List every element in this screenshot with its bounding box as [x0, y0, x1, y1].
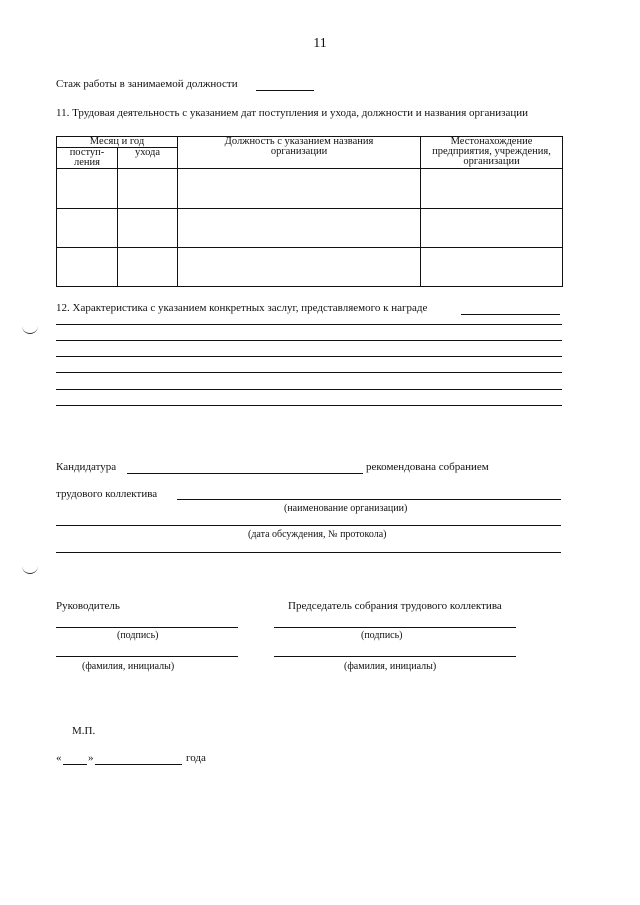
location-header — [421, 137, 563, 169]
characteristic-line[interactable] — [56, 405, 562, 406]
discussion-date-caption: (дата обсуждения, № протокола) — [248, 529, 387, 540]
leave-header: ухода — [118, 148, 178, 169]
table-row — [57, 169, 563, 209]
table-cell[interactable] — [421, 209, 563, 248]
chairman-signature-field[interactable] — [274, 627, 516, 628]
table-cell[interactable] — [57, 248, 118, 287]
chairman-signature-caption: (подпись) — [361, 630, 403, 641]
table-row — [57, 209, 563, 248]
table-cell[interactable] — [178, 169, 421, 209]
table-cell[interactable] — [118, 169, 178, 209]
extra-line[interactable] — [56, 552, 561, 553]
position-header-line: организации — [270, 146, 328, 157]
chairman-label: Председатель собрания трудового коллектива — [288, 600, 502, 612]
chairman-name-field[interactable] — [274, 656, 516, 657]
characteristic-field[interactable] — [461, 314, 560, 315]
year-label: года — [186, 752, 206, 764]
stamp-label: М.П. — [72, 725, 96, 737]
organization-caption: (наименование организации) — [284, 503, 408, 514]
characteristic-line[interactable] — [56, 389, 562, 390]
head-signature-field[interactable] — [56, 627, 238, 628]
binding-mark — [22, 326, 38, 334]
head-name-caption: (фамилия, инициалы) — [82, 661, 175, 672]
organization-field[interactable] — [177, 499, 561, 500]
experience-label: Стаж работы в занимаемой должности — [56, 78, 238, 90]
chairman-name-caption: (фамилия, инициалы) — [344, 661, 437, 672]
entry-header-line: поступ- — [69, 147, 105, 158]
table-cell[interactable] — [57, 169, 118, 209]
position-header-line: Должность с указанием названия — [224, 136, 374, 147]
month-year-header: Месяц и год — [57, 137, 178, 148]
characteristic-line[interactable] — [56, 356, 562, 357]
head-signature-caption: (подпись) — [117, 630, 159, 641]
entry-header — [57, 148, 118, 169]
head-label: Руководитель — [56, 600, 120, 612]
position-header — [178, 137, 421, 169]
table-cell[interactable] — [421, 169, 563, 209]
candidate-name-field[interactable] — [127, 473, 363, 474]
section-12-title: 12. Характеристика с указанием конкретных заслуг, представляемого к награде — [56, 302, 428, 314]
date-day-field[interactable] — [63, 764, 87, 765]
table-cell[interactable] — [118, 248, 178, 287]
date-close-quote: » — [88, 752, 94, 764]
recommended-label: рекомендована собранием — [366, 461, 489, 473]
page-number: 11 — [313, 36, 327, 51]
table-row — [57, 248, 563, 287]
binding-mark — [22, 566, 38, 574]
characteristic-line[interactable] — [56, 340, 562, 341]
location-header-line: Местонахождение — [450, 136, 533, 147]
collective-label: трудового коллектива — [56, 488, 158, 500]
table-cell[interactable] — [57, 209, 118, 248]
location-header-line: предприятия, учреждения, — [432, 146, 551, 157]
location-header-line: организации — [463, 156, 520, 167]
date-open-quote: « — [56, 752, 62, 764]
discussion-date-field[interactable] — [56, 525, 561, 526]
candidacy-label: Кандидатура — [56, 461, 117, 473]
head-name-field[interactable] — [56, 656, 238, 657]
entry-header-line: ления — [74, 157, 100, 168]
experience-field[interactable] — [256, 90, 314, 91]
characteristic-line[interactable] — [56, 324, 562, 325]
section-11-title: 11. Трудовая деятельность с указанием дат поступления и ухода, должности и названия организации — [56, 107, 529, 119]
work-history-table — [56, 136, 563, 287]
date-month-field[interactable] — [95, 764, 182, 765]
table-cell[interactable] — [178, 248, 421, 287]
table-cell[interactable] — [178, 209, 421, 248]
table-cell[interactable] — [421, 248, 563, 287]
characteristic-line[interactable] — [56, 372, 562, 373]
table-cell[interactable] — [118, 209, 178, 248]
